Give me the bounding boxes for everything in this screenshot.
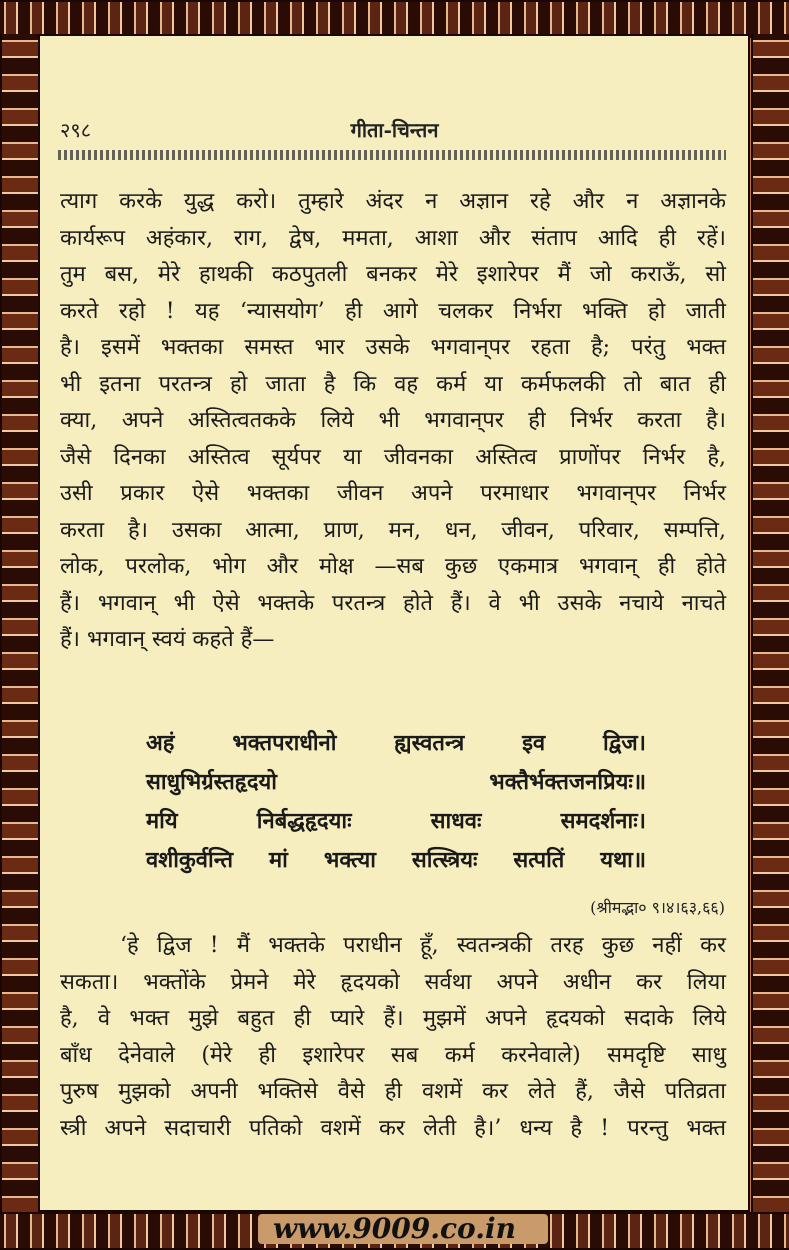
verse-line: मयि निर्बद्धहृदयाः साधवः समदर्शनाः। [146, 808, 646, 834]
verse-reference: (श्रीमद्भा० ९।४।६३,६६) [590, 898, 725, 917]
text-line: करते रहो ! यह ‘न्यासयोग’ ही आगे चलकर निर्भरा भक्ति हो जाती [60, 298, 726, 324]
text-line: हैं। भगवान् भी ऐसे भक्तके परतन्त्र होते हैं। वे भी उसके नचाये नाचते [60, 590, 726, 616]
sanskrit-verse [146, 724, 646, 880]
page-number: २९८ [60, 118, 92, 142]
frame-left-border [0, 34, 40, 1212]
frame-right-border [751, 34, 789, 1212]
text-line: तुम बस, मेरे हाथकी कठपुतली बनकर मेरे इशारेपर मैं जो कराऊँ, सो [60, 262, 726, 287]
frame-top-border [0, 0, 789, 38]
text-line: स्त्री अपने सदाचारी पतिको वशमें कर लेती है।’ धन्य है ! परन्तु भक्त [60, 1115, 726, 1141]
star-divider [58, 150, 726, 160]
text-line: क्या, अपने अस्तित्वतकके लिये भी भगवान्‌पर ही निर्भर करता है। [60, 408, 726, 433]
verse-line: साधुभिर्ग्रस्तहृदयो भक्तैर्भक्तजनप्रियः॥ [146, 769, 646, 795]
text-line: है, वे भक्त मुझे बहुत ही प्यारे हैं। मुझमें अपने हृदयको सदाके लिये [60, 1006, 726, 1031]
text-line: भी इतना परतन्त्र हो जाता है कि वह कर्म या कर्मफलकी तो बात ही [60, 371, 726, 397]
text-line: त्याग करके युद्ध करो। तुम्हारे अंदर न अज्ञान रहे और न अज्ञानके [60, 189, 726, 214]
text-line: हैं। भगवान् स्वयं कहते हैं— [60, 627, 275, 652]
paragraph-1 [60, 184, 726, 659]
page-title: गीता-चिन्तन [350, 118, 439, 142]
text-line: जैसे दिनका अस्तित्व सूर्यपर या जीवनका अस्तित्व प्राणोंपर निर्भर है, [60, 444, 726, 470]
text-line: लोक, परलोक, भोग और मोक्ष —सब कुछ एकमात्र भगवान् ही होते [60, 554, 726, 579]
text-line: ‘हे द्विज ! मैं भक्तके पराधीन हूँ, स्वतन्त्रकी तरह कुछ नहीं कर [120, 933, 726, 958]
text-line: करता है। उसका आत्मा, प्राण, मन, धन, जीवन, परिवार, सम्पत्ति, [60, 517, 726, 543]
text-line: कार्यरूप अहंकार, राग, द्वेष, ममता, आशा और संताप आदि ही रहें। [60, 225, 726, 251]
paragraph-2 [60, 928, 726, 1147]
verse-line: अहं भक्तपराधीनो ह्यस्वतन्त्र इव द्विज। [146, 730, 646, 756]
website-link[interactable]: www.9009.co.in [273, 1212, 516, 1245]
text-line: उसी प्रकार ऐसे भक्तका जीवन अपने परमाधार भगवान्‌पर निर्भर [60, 481, 726, 506]
text-line: बाँध देनेवाले (मेरे ही इशारेपर सब कर्म करनेवाले) समदृष्टि साधु [60, 1042, 726, 1068]
verse-line: वशीकुर्वन्ति मां भक्त्या सत्स्त्रियः सत्पतिं यथा॥ [146, 847, 646, 873]
text-line: है। इसमें भक्तका समस्त भार उसके भगवान्‌पर रहता है; परंतु भक्त [60, 335, 726, 360]
text-line: सकता। भक्तोंके प्रेमने मेरे हृदयको सर्वथा अपने अधीन कर लिया [60, 969, 726, 995]
text-line: पुरुष मुझको अपनी भक्तिसे वैसे ही वशमें कर लेते हैं, जैसे पतिव्रता [60, 1079, 726, 1104]
